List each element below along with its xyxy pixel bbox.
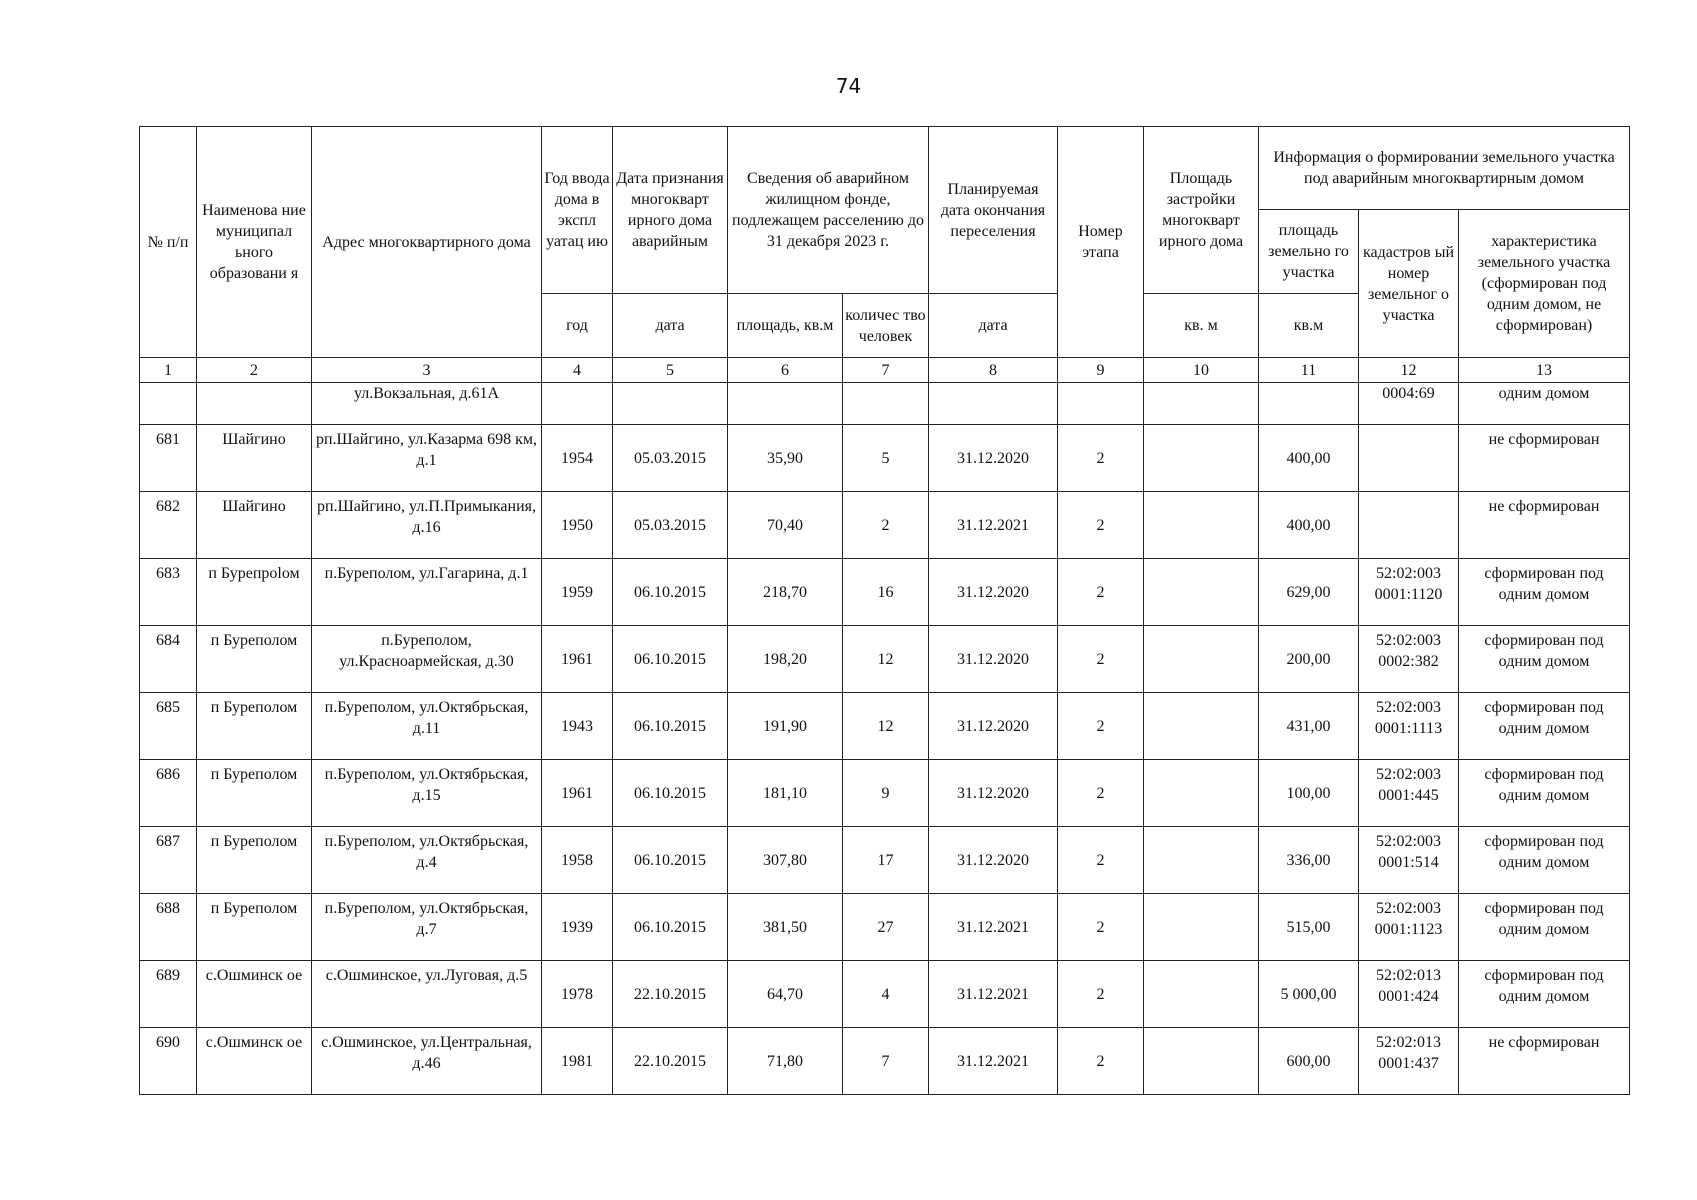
cell-address: с.Ошминское, ул.Центральная, д.46 — [312, 1028, 542, 1095]
cell-people: 27 — [843, 894, 929, 961]
header-planned-date: Планируемая дата окончания переселения — [929, 127, 1058, 294]
cell-land-area: 5 000,00 — [1259, 961, 1359, 1028]
cell-people: 9 — [843, 760, 929, 827]
header-build-area: Площадь застройки многокварт ирного дома — [1144, 127, 1259, 294]
cell-cadastral — [1359, 425, 1459, 492]
cell-land-area: 600,00 — [1259, 1028, 1359, 1095]
unit-year: год — [542, 294, 613, 358]
cell-build-area — [1144, 827, 1259, 894]
cell-date: 06.10.2015 — [613, 760, 728, 827]
table-row — [140, 559, 1630, 626]
cell-date: 22.10.2015 — [613, 1028, 728, 1095]
cell-planned-date: 31.12.2020 — [929, 760, 1058, 827]
cell-cadastral: 52:02:013 0001:424 — [1359, 961, 1459, 1028]
cell-build-area — [1144, 492, 1259, 559]
header-date-recognized: Дата признания многокварт ирного дома аварийным — [613, 127, 728, 294]
cell-land-area: 400,00 — [1259, 492, 1359, 559]
cell-planned-date: 31.12.2020 — [929, 425, 1058, 492]
col-number: 8 — [929, 358, 1058, 383]
table-row — [140, 626, 1630, 693]
cell-land-char: сформирован под одним домом — [1459, 894, 1630, 961]
cell-cadastral: 0004:69 — [1359, 383, 1459, 425]
col-number: 2 — [197, 358, 312, 383]
cell-build-area — [1144, 961, 1259, 1028]
cell-date: 06.10.2015 — [613, 559, 728, 626]
cell-land-area: 400,00 — [1259, 425, 1359, 492]
cell-num: 688 — [140, 894, 197, 961]
cell-area: 198,20 — [728, 626, 843, 693]
cell-address: п.Буреполом, ул.Октябрьская, д.11 — [312, 693, 542, 760]
unit-land: кв.м — [1259, 294, 1359, 358]
cell-land-area: 431,00 — [1259, 693, 1359, 760]
col-number: 13 — [1459, 358, 1630, 383]
unit-people: количес тво человек — [843, 294, 929, 358]
cell-year: 1958 — [542, 827, 613, 894]
table-row — [140, 760, 1630, 827]
cell-address: п.Буреполом, ул.Красноармейская, д.30 — [312, 626, 542, 693]
table-row — [140, 827, 1630, 894]
header-land-char: характеристика земельного участка (сформирован под одним домом, не сформирован) — [1459, 210, 1630, 358]
cell-area: 64,70 — [728, 961, 843, 1028]
cell-stage: 2 — [1058, 626, 1144, 693]
cell-planned-date: 31.12.2020 — [929, 559, 1058, 626]
cell-date: 05.03.2015 — [613, 425, 728, 492]
cell-land-char: сформирован под одним домом — [1459, 693, 1630, 760]
cell-stage: 2 — [1058, 894, 1144, 961]
cell-land-char: одним домом — [1459, 383, 1630, 425]
table-row — [140, 492, 1630, 559]
cell-date: 05.03.2015 — [613, 492, 728, 559]
cell-municipality: п Буреполом — [197, 626, 312, 693]
cell-municipality: п Буреполом — [197, 693, 312, 760]
header-municipality: Наименова ние муниципал ьного образовани я — [197, 127, 312, 358]
cell-cadastral: 52:02:003 0002:382 — [1359, 626, 1459, 693]
header-info-group: Сведения об аварийном жилищном фонде, подлежащем расселению до 31 декабря 2023 г. — [728, 127, 929, 294]
column-number-row — [140, 358, 1630, 383]
cell-municipality: с.Ошминск ое — [197, 961, 312, 1028]
cell-area: 71,80 — [728, 1028, 843, 1095]
cell-cadastral: 52:02:013 0001:437 — [1359, 1028, 1459, 1095]
cell-area: 307,80 — [728, 827, 843, 894]
cell-build-area — [1144, 760, 1259, 827]
unit-area: площадь, кв.м — [728, 294, 843, 358]
cell-municipality: п Бурепpolом — [197, 559, 312, 626]
cell-num: 687 — [140, 827, 197, 894]
cell-stage: 2 — [1058, 1028, 1144, 1095]
cell-people: 16 — [843, 559, 929, 626]
cell-num: 690 — [140, 1028, 197, 1095]
cell-stage: 2 — [1058, 760, 1144, 827]
table-row — [140, 961, 1630, 1028]
table-row — [140, 425, 1630, 492]
cell-people: 5 — [843, 425, 929, 492]
cell-planned-date: 31.12.2020 — [929, 626, 1058, 693]
cell-area: 181,10 — [728, 760, 843, 827]
cell-address: п.Буреполом, ул.Октябрьская, д.15 — [312, 760, 542, 827]
cell-planned-date: 31.12.2021 — [929, 1028, 1058, 1095]
cell-year: 1961 — [542, 626, 613, 693]
cell-land-area: 629,00 — [1259, 559, 1359, 626]
cell-municipality: п Буреполом — [197, 894, 312, 961]
header-stage: Номер этапа — [1058, 127, 1144, 358]
cell-num: 684 — [140, 626, 197, 693]
col-number: 5 — [613, 358, 728, 383]
header-num: № п/п — [140, 127, 197, 358]
cell-people: 7 — [843, 1028, 929, 1095]
col-number: 6 — [728, 358, 843, 383]
table-body — [140, 358, 1630, 1095]
emergency-housing-table — [139, 126, 1630, 1095]
cell-area: 218,70 — [728, 559, 843, 626]
cell-land-char: сформирован под одним домом — [1459, 559, 1630, 626]
unit-planned: дата — [929, 294, 1058, 358]
header-address: Адрес многоквартирного дома — [312, 127, 542, 358]
cell-cadastral: 52:02:003 0001:445 — [1359, 760, 1459, 827]
cell-year: 1959 — [542, 559, 613, 626]
col-number: 11 — [1259, 358, 1359, 383]
cell-build-area — [1144, 425, 1259, 492]
cell-land-char: сформирован под одним домом — [1459, 961, 1630, 1028]
cell-address: рп.Шайгино, ул.П.Примыкания, д.16 — [312, 492, 542, 559]
cell-land-char: не сформирован — [1459, 425, 1630, 492]
cell-stage: 2 — [1058, 693, 1144, 760]
cell-people: 12 — [843, 626, 929, 693]
cell-people: 12 — [843, 693, 929, 760]
cell-year: 1950 — [542, 492, 613, 559]
cell-area: 70,40 — [728, 492, 843, 559]
cell-cadastral: 52:02:003 0001:1123 — [1359, 894, 1459, 961]
cell-land-char: не сформирован — [1459, 1028, 1630, 1095]
cell-land-area: 515,00 — [1259, 894, 1359, 961]
cell-build-area — [1144, 894, 1259, 961]
cell-date: 06.10.2015 — [613, 626, 728, 693]
cell-people: 17 — [843, 827, 929, 894]
cell-cadastral: 52:02:003 0001:514 — [1359, 827, 1459, 894]
col-number: 4 — [542, 358, 613, 383]
cell-cadastral — [1359, 492, 1459, 559]
col-number: 9 — [1058, 358, 1144, 383]
header-year: Год ввода дома в экспл уатац ию — [542, 127, 613, 294]
col-number: 12 — [1359, 358, 1459, 383]
cell-people: 2 — [843, 492, 929, 559]
cell-address: п.Буреполом, ул.Октябрьская, д.4 — [312, 827, 542, 894]
cell-land-char: сформирован под одним домом — [1459, 827, 1630, 894]
cell-year: 1954 — [542, 425, 613, 492]
cell-land-char: не сформирован — [1459, 492, 1630, 559]
cell-stage: 2 — [1058, 559, 1144, 626]
col-number: 7 — [843, 358, 929, 383]
cell-num: 686 — [140, 760, 197, 827]
cell-land-area: 200,00 — [1259, 626, 1359, 693]
cell-land-char: сформирован под одним домом — [1459, 760, 1630, 827]
cell-num: 682 — [140, 492, 197, 559]
cell-year: 1939 — [542, 894, 613, 961]
cell-date: 06.10.2015 — [613, 827, 728, 894]
cell-planned-date: 31.12.2021 — [929, 894, 1058, 961]
table-row — [140, 693, 1630, 760]
table-header — [140, 127, 1630, 358]
cell-year: 1978 — [542, 961, 613, 1028]
cell-area: 381,50 — [728, 894, 843, 961]
cell-land-area: 336,00 — [1259, 827, 1359, 894]
cell-planned-date: 31.12.2020 — [929, 827, 1058, 894]
col-number: 10 — [1144, 358, 1259, 383]
cell-num: 689 — [140, 961, 197, 1028]
cell-num: 685 — [140, 693, 197, 760]
header-land-group: Информация о формировании земельного участка под аварийным многоквартирным домом — [1259, 127, 1630, 210]
cell-address: с.Ошминское, ул.Луговая, д.5 — [312, 961, 542, 1028]
cell-address: рп.Шайгино, ул.Казарма 698 км, д.1 — [312, 425, 542, 492]
cell-build-area — [1144, 626, 1259, 693]
cell-address: п.Буреполом, ул.Гагарина, д.1 — [312, 559, 542, 626]
cell-stage: 2 — [1058, 827, 1144, 894]
cell-municipality: п Буреполом — [197, 827, 312, 894]
cell-planned-date: 31.12.2021 — [929, 492, 1058, 559]
cell-date: 06.10.2015 — [613, 894, 728, 961]
cell-stage: 2 — [1058, 425, 1144, 492]
cell-build-area — [1144, 1028, 1259, 1095]
cell-planned-date: 31.12.2021 — [929, 961, 1058, 1028]
unit-build: кв. м — [1144, 294, 1259, 358]
cell-address: п.Буреполом, ул.Октябрьская, д.7 — [312, 894, 542, 961]
cell-address: ул.Вокзальная, д.61А — [312, 383, 542, 425]
cell-date: 06.10.2015 — [613, 693, 728, 760]
cell-num: 681 — [140, 425, 197, 492]
table-row — [140, 1028, 1630, 1095]
cell-land-area: 100,00 — [1259, 760, 1359, 827]
cell-year: 1943 — [542, 693, 613, 760]
cell-build-area — [1144, 693, 1259, 760]
cell-cadastral: 52:02:003 0001:1120 — [1359, 559, 1459, 626]
cell-area: 191,90 — [728, 693, 843, 760]
cell-municipality: с.Ошминск ое — [197, 1028, 312, 1095]
col-number: 1 — [140, 358, 197, 383]
cell-build-area — [1144, 559, 1259, 626]
cell-municipality: Шайгино — [197, 425, 312, 492]
unit-date: дата — [613, 294, 728, 358]
cell-municipality: п Буреполом — [197, 760, 312, 827]
col-number: 3 — [312, 358, 542, 383]
cell-year: 1961 — [542, 760, 613, 827]
cell-people: 4 — [843, 961, 929, 1028]
page-number: 74 — [835, 74, 862, 98]
cell-land-char: сформирован под одним домом — [1459, 626, 1630, 693]
cell-date: 22.10.2015 — [613, 961, 728, 1028]
cell-year: 1981 — [542, 1028, 613, 1095]
header-land-area: площадь земельно го участка — [1259, 210, 1359, 294]
header-cadastral: кадастров ый номер земельног о участка — [1359, 210, 1459, 358]
cell-cadastral: 52:02:003 0001:1113 — [1359, 693, 1459, 760]
cell-planned-date: 31.12.2020 — [929, 693, 1058, 760]
cell-stage: 2 — [1058, 961, 1144, 1028]
table-row — [140, 894, 1630, 961]
cell-municipality: Шайгино — [197, 492, 312, 559]
cell-num: 683 — [140, 559, 197, 626]
continuation-row — [140, 383, 1630, 425]
cell-area: 35,90 — [728, 425, 843, 492]
cell-stage: 2 — [1058, 492, 1144, 559]
